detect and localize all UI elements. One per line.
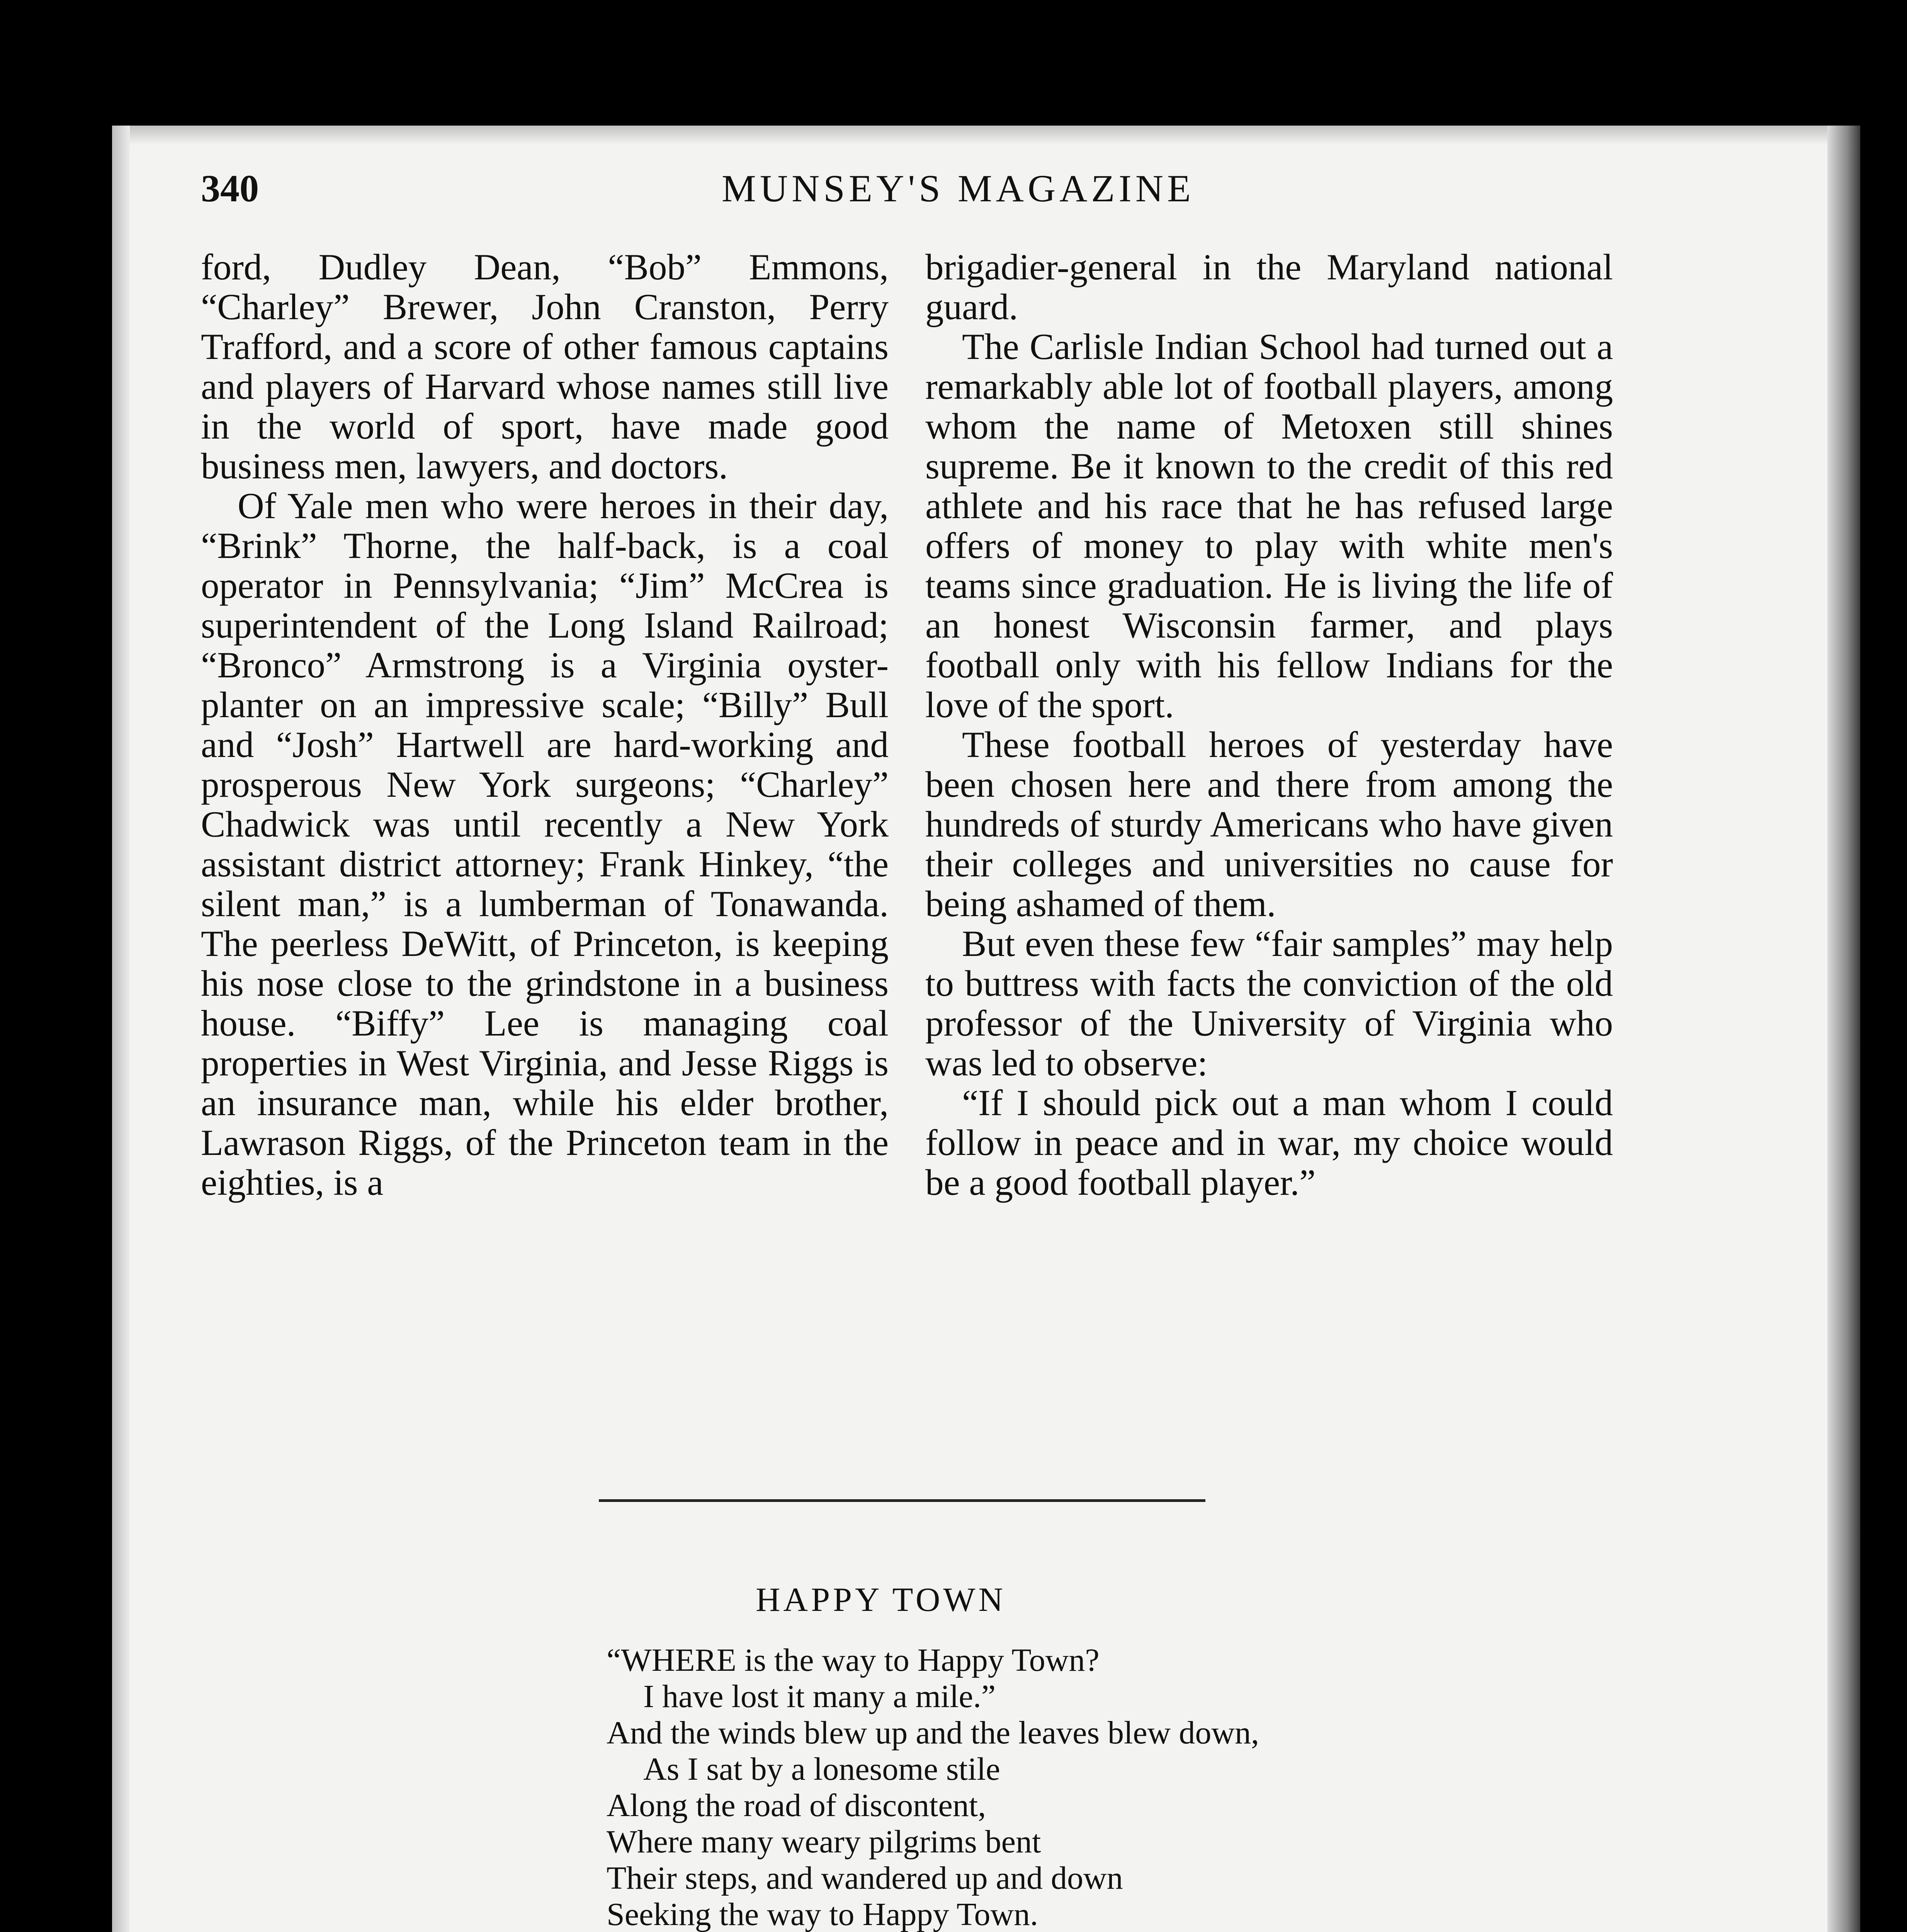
poem-body (607, 1642, 1650, 1932)
page-number: 340 (201, 167, 259, 210)
paragraph: Of Yale men who were heroes in their day, “Brink” Thorne, the half-back, is a coal operator in Pennsylvania; “Jim” McCrea is superintendent of the Long Island Railroad; “Bronco” Armstrong is a Virginia oyster-planter on an impressive scale; “Billy” Bull and “Josh” Hartwell are hard-working and prosperous New York surgeons; “Charley” Chadwick was until recently a New York assistant district attorney; Frank Hinkey, “the silent man,” is a lumberman of Tonawanda. The peerless DeWitt, of Princeton, is keeping his nose close to the grindstone in a business house. “Biffy” Lee is managing coal properties in West Virginia, and Jesse Riggs is an insurance man, while his elder brother, Lawrason Riggs, of the Princeton team in the eighties, is a (201, 485, 889, 1203)
poem-line: Where many weary pilgrims bent (607, 1824, 1041, 1860)
poem-line: Seeking the way to Happy Town. (607, 1896, 1038, 1932)
paragraph: The Carlisle Indian School had turned out a remarkably able lot of football players, among whom the name of Metoxen still shines supreme. Be it known to the credit of this red athlete and his race that he has refused large offers of money to play with white men's teams since graduation. He is living the life of an honest Wisconsin farmer, and plays football only with his fellow Indians for the love of the sport. (925, 326, 1613, 725)
poem-line: Their steps, and wandered up and down (607, 1860, 1123, 1896)
article-left-column (201, 247, 889, 1202)
page-left-shadow (112, 126, 130, 1932)
book-spine-shadow (1827, 126, 1860, 1932)
running-head (201, 166, 1715, 224)
poem-line: Along the road of discontent, (607, 1787, 986, 1823)
magazine-title: MUNSEY'S MAGAZINE (721, 167, 1195, 210)
paragraph: ford, Dudley Dean, “Bob” Emmons, “Charley” Brewer, John Cranston, Perry Trafford, and a score of other famous captains and players of Harvard whose names still live in the world of sport, have made good business men, lawyers, and doctors. (201, 247, 889, 486)
paragraph: But even these few “fair samples” may help to buttress with facts the conviction of the old professor of the University of Virginia who was led to observe: (925, 923, 1613, 1083)
poem-line: As I sat by a lonesome stile (643, 1751, 1000, 1787)
poem-line: “WHERE is the way to Happy Town? (607, 1642, 1100, 1678)
paragraph: brigadier-general in the Maryland national guard. (925, 247, 1613, 327)
paragraph: “If I should pick out a man whom I could follow in peace and in war, my choice would be a good football player.” (925, 1082, 1613, 1203)
poem-stanza (607, 1642, 1650, 1932)
paragraph: These football heroes of yesterday have been chosen here and there from among the hundreds of sturdy Americans who have given their colleges and universities no cause for being ashamed of them. (925, 724, 1613, 924)
poem-line: And the winds blew up and the leaves blew down, (607, 1715, 1259, 1751)
poem-title: HAPPY TOWN (755, 1581, 1006, 1619)
article-right-column (925, 247, 1613, 1202)
poem-line: I have lost it many a mile.” (643, 1679, 996, 1714)
page-top-shadow (112, 126, 1860, 145)
section-divider (599, 1499, 1205, 1502)
